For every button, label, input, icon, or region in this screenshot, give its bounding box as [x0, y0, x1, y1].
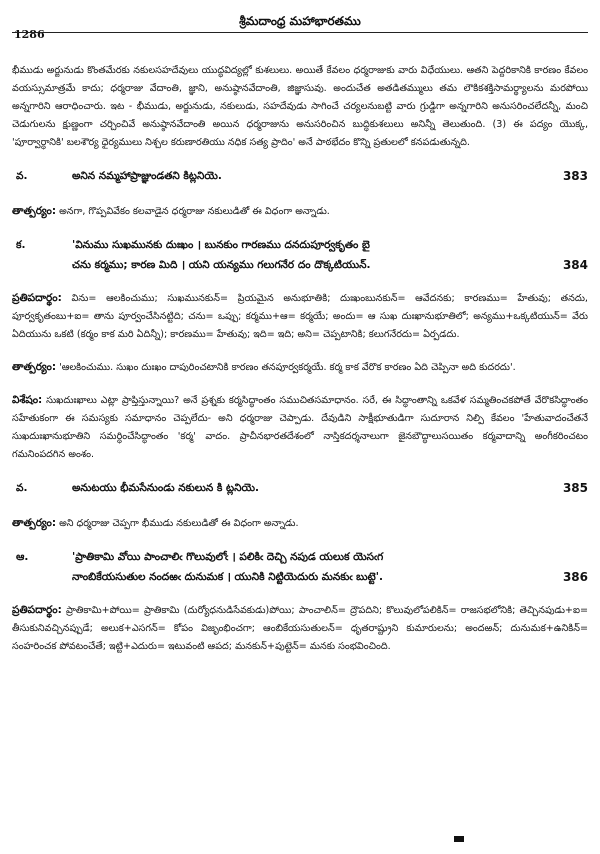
verse-lines — [72, 166, 588, 186]
page-body — [12, 62, 588, 670]
pratipadartham-paragraph — [12, 601, 588, 656]
tatparyam-label: తాత్పర్యం: — [12, 517, 57, 529]
tatparyam-text: 'ఆలకించుము. సుఖం దుఃఖం దాపురించటానికి కారణం తనపూర్వకర్మయే. కర్మ కాక వేరొక కారణం ఏది చెప్పినా అది కుదరదు'. — [59, 362, 516, 373]
verse-386 — [12, 547, 588, 587]
page-header — [0, 6, 600, 40]
visesham-paragraph — [12, 391, 588, 464]
verse-marker: ఆ. — [16, 551, 29, 563]
pratipadartham-label: ప్రతిపదార్థం: — [12, 292, 62, 304]
verse-385 — [12, 478, 588, 498]
header-rule — [12, 32, 588, 33]
pratipadartham-text: ప్రాతికామి+పోయి= ప్రాతికామి (దుర్యోధనుడిసేవకుడు)పోయి; పాంచాలిన్= ద్రౌపదిని; కొలువులోపలికిన్= రాజసభలోనికి; తెచ్చినపుడు+ఐ= తీసుకునివచ్చినప్పుడే; అలుక+ఎసగన్= కోపం విజృంభించగా; ఆంబికేయసుతులన్= ధృతరాష్ట్రుని కుమారులను; అందఱన్; దునుమక+ఉనికిన్= సంహరించక పోవటంచేతే; ఇట్టి+ఎదురు= ఇటువంటి ఆపద; మనకున్+పుట్టెన్= మనకు సంభవించింది. — [12, 605, 588, 652]
tatparyam-label: తాత్పర్యం: — [12, 361, 57, 373]
verse-384 — [12, 235, 588, 275]
verse-marker: వ. — [16, 170, 28, 182]
verse-line: 'వినుము సుఖమునకు దుఃఖం । బునకుం గారణము దనదుపూర్వకృతం బై — [72, 239, 370, 251]
pratipadartham-label: ప్రతిపదార్థం: — [12, 604, 62, 616]
verse-number: 384 — [562, 258, 588, 272]
verse-number: 383 — [562, 169, 588, 183]
verse-line: నాంబికేయసుతుల నందఱఁ దునుమక । యునికి నిట్టియెదురు మనకుఁ బుట్టె'. — [72, 571, 383, 583]
tatparyam-text: అనగా, గొప్పవివేకం కలవాడైన ధర్మరాజు నకులుడితో ఈ విధంగా అన్నాడు. — [59, 206, 330, 217]
visesham-text: సుఖదుఃఖాలు ఎట్లా ప్రాప్తిస్తున్నాయి? అనే ప్రశ్నకు కర్మసిద్ధాంతం సముచితసమాధానం. సరే, ఈ సిద్ధాంతాన్ని ఒకవేళ సమ్మతించకపోతే వేరొకసిద్ధాంతం సహేతుకంగా ఈ సమస్యకు సమాధానం చెప్పలేదు- అని ధర్మరాజు చెప్పాడు. దేవుడిని సాక్షీభూతుడిగా సుదూరాన నిల్పి కేవలం 'హేతువాదంచేతనే సుఖదుఃఖానుభూతిని సమర్ధించేసిద్ధాంతం 'కర్మ' వాదం. ప్రాచీనభారతదేశంలో నాస్తికదర్శనాలుగా జైనబౌద్ధాలుసయితం కర్మవాదాన్ని అంగీకరించటం గమనింపదగిన అంశం. — [12, 395, 588, 460]
verse-line: చను కర్మము; కారణ మిది । యని యన్యము గలుగనేర దం దొక్కటియున్. — [72, 259, 371, 271]
verse-marker: వ. — [16, 482, 28, 494]
verse-lines — [72, 478, 588, 498]
tatparyam-paragraph — [12, 202, 588, 221]
tatparyam-paragraph — [12, 358, 588, 377]
page-number: 1286 — [14, 28, 45, 41]
intro-paragraph: భీముడు అర్జునుడు కొంతమేరకు నకులసహదేవులు యుద్ధవిద్యల్లో కుశలులు. అయితే కేవలం ధర్మరాజుకు వారు విధేయులు. ఆతని పెద్దరికానికి కారణం కేవలం వయస్సుమాత్రమే కాదు; ధర్మరాజు వేదాంతి, జ్ఞాని, అనుష్ఠానవేదాంతి, జిజ్ఞాసువు. అందుచేత అతడితమ్ములు తమ లౌకికశక్తిసామర్థ్యాలను మరపోయి అన్నగారిని ఆరాధించారు. ఇట - భీముడు, అర్జునుడు, నకులుడు, సహదేవుడు సాగించే చర్యలనుబట్టి వారు గ్రుడ్డిగా అన్నగారిని అనుసరించలేదన్నీ, మంచి చెడుగులను క్షుణ్ణంగా చర్చించివే అనుష్ఠానవేదాంతి అయిన ధర్మరాజును అనుసరించిన బుద్ధికుశలులు అనిన్నీ తెలుతుంది. (3) ఈ పద్యం యొక్క, 'పూర్వార్ధానికి' బలశౌర్య ధైర్యములు నిశ్చల కరుణారతియు నధిక సత్య ప్రాదిం' అనే పాఠభేదం కొన్ని ప్రతులలో కనపడుతున్నది. — [12, 65, 588, 148]
tatparyam-paragraph — [12, 514, 588, 533]
pratipadartham-text: విను= ఆలకించుము; సుఖమునకున్= ప్రియమైన అనుభూతికి; దుఃఖంబునకున్= ఆవేదనకు; కారణము= హేతువు; తనదు, పూర్వకృతంబు+ఐ= తాను పూర్వంచేసినట్టిది; చను= ఒప్పు; కర్మము+ఆ= కర్మయే; అందు= ఆ సుఖ దుఃఖానుభూతిలో; అన్యము+ఒక్కటియున్= వేరు ఏదియును ఒకటి (కర్మం కాక మరి ఏదిన్నీ); కారణము= హేతువు; ఇది= ఇది; అని= చెప్పటానికి; కలుగనేరదు= ఏర్పడదు. — [12, 293, 588, 340]
visesham-label: విశేషం: — [12, 394, 43, 406]
verse-marker: క. — [16, 239, 26, 251]
print-mark — [454, 836, 464, 842]
verse-lines — [72, 235, 588, 275]
verse-line: 'ప్రాతికామి వోయి పాంచాలిఁ గొలువులోఁ । పలికిఁ దెచ్చి నపుడ యలుక యెసఁగ — [72, 551, 384, 563]
verse-number: 385 — [562, 481, 588, 495]
pratipadartham-paragraph — [12, 289, 588, 344]
tatparyam-text: అని ధర్మరాజు చెప్పగా భీముడు నకులుడితో ఈ విధంగా అన్నాడు. — [59, 518, 299, 529]
verse-number: 386 — [562, 570, 588, 584]
verse-line: అనిన నమ్మహాప్రాజ్ఞుండతని కిట్లనియె. — [72, 170, 222, 182]
verse-line: అనుటయు భీమసేనుండు నకులున కి ట్లనియె. — [72, 482, 259, 494]
verse-lines — [72, 547, 588, 587]
verse-383 — [12, 166, 588, 186]
running-title: శ్రీమదాంధ్ర మహాభారతము — [239, 14, 361, 28]
tatparyam-label: తాత్పర్యం: — [12, 205, 57, 217]
